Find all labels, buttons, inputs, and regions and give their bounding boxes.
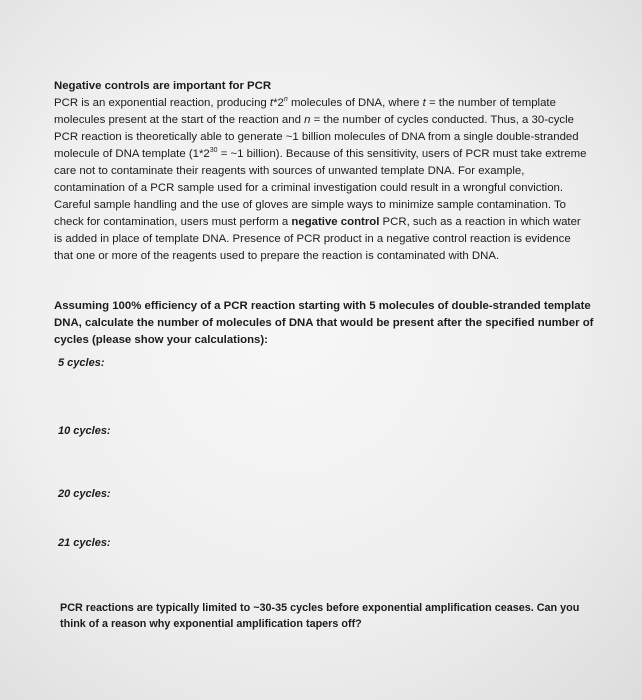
- intro-paragraph: [54, 95, 590, 265]
- text-run: = the number of cycles conducted. Thus, a 30-cycle PCR reaction is theoretically able to generate ~1 billion molecules of DNA from a single double-stranded molecule of DNA template (1*2: [54, 114, 579, 160]
- cycle-label-5: 5 cycles:: [58, 357, 105, 369]
- text-run: PCR, such as a reaction in which water is added in place of template DNA. Presence of PCR product in a negative control reaction is evidence that one or more of the reagents used to prepare the reaction is contaminated with DNA.: [54, 216, 581, 262]
- var-n: n: [304, 114, 311, 126]
- calculation-question: Assuming 100% efficiency of a PCR reaction starting with 5 molecules of double-stranded template DNA, calculate the number of molecules of DNA that would be present after the specified number of cycles (please show your calculations):: [54, 300, 594, 346]
- text-run: *2: [273, 97, 284, 109]
- cycle-label-21: 21 cycles:: [58, 537, 111, 549]
- text-run: molecules of DNA, where: [287, 97, 423, 109]
- var-t: t: [422, 97, 426, 109]
- formula-exponent: n: [283, 96, 288, 103]
- text-run: = ~1 billion). Because of this sensitivity, users of PCR must take extreme care not to contaminate their reagents with sources of unwanted template DNA. For example, contamination of a PCR sample used for a criminal investigation could result in a wrongful conviction. Careful sample handling and the use of gloves are simple ways to minimize sample contamination. To check for contamination, users must perform a: [54, 148, 587, 228]
- bold-term: negative control: [291, 216, 380, 228]
- exponent-30: 30: [209, 147, 218, 154]
- formula-var: t: [269, 97, 274, 109]
- cycle-label-10: 10 cycles:: [58, 425, 111, 437]
- text-run: PCR is an exponential reaction, producing: [54, 97, 270, 109]
- text-run: = the number of template molecules present at the start of the reaction and: [54, 97, 556, 126]
- cycle-label-20: 20 cycles:: [58, 488, 111, 500]
- section-title: Negative controls are important for PCR: [54, 80, 272, 92]
- final-question: PCR reactions are typically limited to ~30-35 cycles before exponential amplification ceases. Can you think of a reason why exponential amplification tapers off?: [60, 602, 580, 630]
